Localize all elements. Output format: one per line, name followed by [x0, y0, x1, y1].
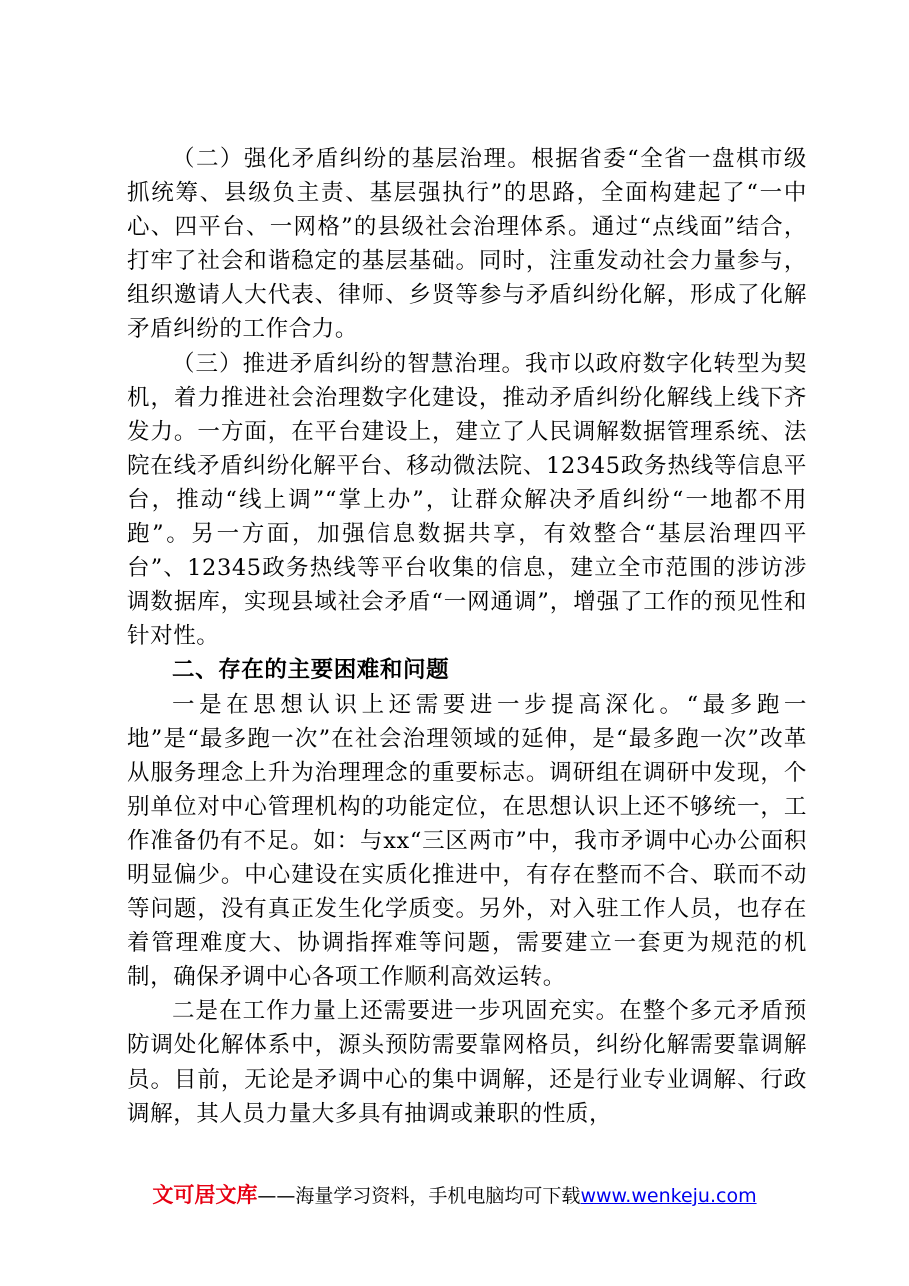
paragraph-ideological-awareness: 一是在思想认识上还需要进一步提高深化。“最多跑一地”是“最多跑一次”在社会治理领域的延伸，是“最多跑一次”改革从服务理念上升为治理理念的重要标志。调研组在调研中发现，个别单位对中心管理机构的功能定位，在思想认识上还不够统一，工作准备仍有不足。如：与xx“三区两市”中，我市矛调中心办公面积明显偏少。中心建设在实质化推进中，有存在整而不合、联而不动等问题，没有真正发生化学质变。另外，对入驻工作人员，也存在着管理难度大、协调指挥难等问题，需要建立一套更为规范的机制，确保矛调中心各项工作顺利高效运转。	[127, 691, 807, 991]
section-heading: 二、存在的主要困难和问题	[172, 657, 450, 684]
document-body	[127, 142, 807, 1131]
paragraph-grassroots-governance: （二）强化矛盾纠纷的基层治理。根据省委“全省一盘棋市级抓统筹、县级负主责、基层强执行”的思路，全面构建起了“一中心、四平台、一网格”的县级社会治理体系。通过“点线面”结合，打牢了社会和谐稳定的基层基础。同时，注重发动社会力量参与，组织邀请人大代表、律师、乡贤等参与矛盾纠纷化解，形成了化解矛盾纠纷的工作合力。	[127, 146, 807, 343]
footer-brand: 文可居文库	[152, 1183, 258, 1207]
footer-banner	[0, 1180, 909, 1211]
footer-slogan: ——海量学习资料，手机电脑均可下载	[257, 1185, 581, 1207]
footer-link[interactable]: www.wenkeju.com	[580, 1185, 757, 1207]
paragraph-smart-governance: （三）推进矛盾纠纷的智慧治理。我市以政府数字化转型为契机，着力推进社会治理数字化建设，推动矛盾纠纷化解线上线下齐发力。一方面，在平台建设上，建立了人民调解数据管理系统、法院在线矛盾纠纷化解平台、移动微法院、12345政务热线等信息平台，推动“线上调”“掌上办”，让群众解决矛盾纠纷“一地都不用跑”。另一方面，加强信息数据共享，有效整合“基层治理四平台”、12345政务热线等平台收集的信息，建立全市范围的涉访涉调数据库，实现县域社会矛盾“一网通调”，增强了工作的预见性和针对性。	[127, 350, 807, 650]
paragraph-work-force: 二是在工作力量上还需要进一步巩固充实。在整个多元矛盾预防调处化解体系中，源头预防需要靠网格员，纠纷化解需要靠调解员。目前，无论是矛调中心的集中调解，还是行业专业调解、行政调解，其人员力量大多具有抽调或兼职的性质，	[127, 998, 807, 1127]
